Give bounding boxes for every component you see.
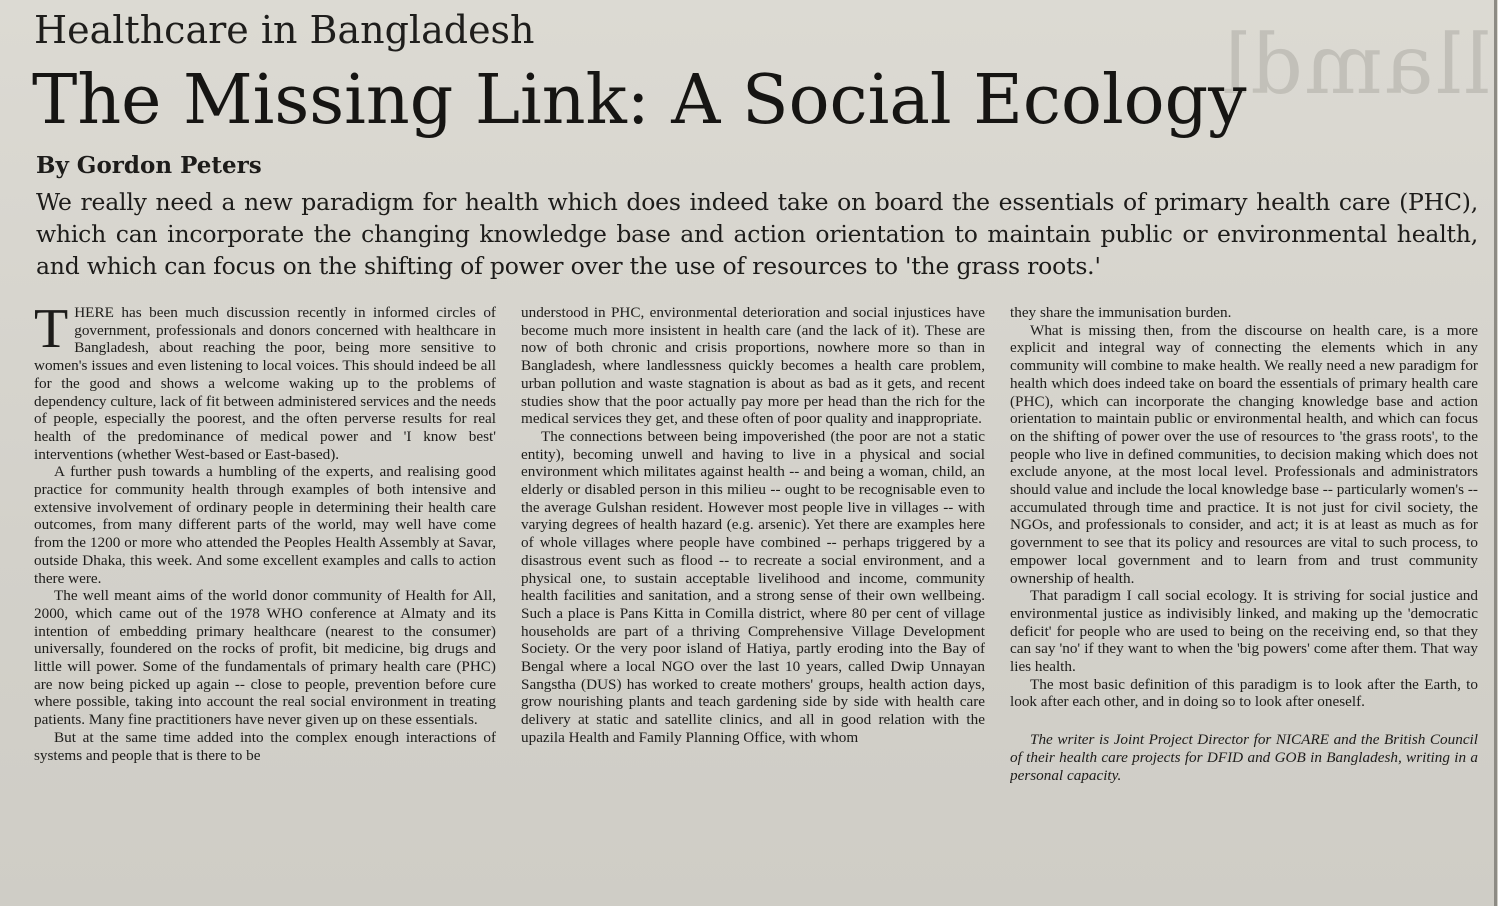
paragraph: The well meant aims of the world donor community of Health for All, 2000, which came out of the 1978 WHO conference at Almaty and its intention of embedding primary healthcare (nearest to the consumer) universally, foundered on the rocks of profit, bit medicine, big drugs and little will power. Some of the fundamentals of primary health care (PHC) are now being picked up again -- close to people, prevention before cure where possible, taking into account the real social environment in treating patients. Many fine practitioners have never given up on these essentials.	[34, 587, 496, 729]
paragraph: What is missing then, from the discourse on health care, is a more explicit and integral way of connecting the elements which in any community will combine to make health. We really need a new paradigm for health which does indeed take on board the essentials of primary health care (PHC), which can incorporate the changing knowledge base and action orientation to maintain public or environmental health, and which can focus on the shifting of power over the use of resources to 'the grass roots', to the people who live in defined communities, to decision making which does not exclude anyone, at the most local level. Professionals and administrators should value and include the local knowledge base -- particularly women's -- accumulated through time and practice. It is not just for civil society, the NGOs, and professionals to consider, and act; it is at least as much as for government to see that its policy and resources are vital to such process, to empower local government and to learn from and trust community ownership of health.	[1010, 321, 1478, 587]
paragraph: The most basic definition of this paradigm is to look after the Earth, to look after each other, and in doing so to look after oneself.	[1010, 675, 1478, 711]
deck-summary: We really need a new paradigm for health which does indeed take on board the essentials of primary health care (PHC), which can incorporate the changing knowledge base and action orientation to maintain public or environmental health, and which can focus on the shifting of power over the use of resources to 'the grass roots.'	[36, 188, 1478, 280]
paragraph: The connections between being impoverished (the poor are not a static entity), becoming unwell and having to live in a physical and social environment which militates against health -- and being a woman, child, an elderly or disabled person in this milieu -- ought to be recognisable even to the average Gulshan resident. However most people live in villages -- with varying degrees of health hazard (e.g. arsenic). Yet there are examples here of whole villages where people have combined -- perhaps triggered by a disastrous event such as flood -- to recreate a social environment, and a physical one, to sustain acceptable livelihood and income, community health facilities and sanitation, and a strong sense of their own wellbeing. Such a place is Pans Kitta in Comilla district, where 80 per cent of village households are part of a thriving Comprehensive Village Development Society. Or the very poor island of Hatiya, partly eroding into the Bay of Bengal where a local NGO over the last 10 years, called Dwip Unnayan Sangstha (DUS) has worked to create mothers' groups, health action days, grow nourishing plants and teach gardening side by side with health care delivery at static and satellite clinics, and all in good relation with the upazila Health and Family Planning Office, with whom	[521, 427, 985, 746]
show-through-text: llamdl	[1220, 18, 1490, 108]
column-2	[521, 304, 985, 900]
section-kicker: Healthcare in Bangladesh	[34, 8, 535, 52]
paragraph: A further push towards a humbling of the experts, and realising good practice for community health through examples of both intensive and extensive involvement of ordinary people in determining their health care outcomes, from many different parts of the world, may well have come from the 1200 or more who attended the Peoples Health Assembly at Savar, outside Dhaka, this week. And some excellent examples and calls to action there were.	[34, 463, 496, 587]
byline: By Gordon Peters	[36, 152, 262, 179]
headline: The Missing Link: A Social Ecology	[32, 61, 1247, 140]
paragraph-text: HERE has been much discussion recently in informed circles of government, professionals and donors concerned with healthcare in Bangladesh, about reaching the poor, being more sensitive to women's issues and even listening to local voices. This should indeed be all for the good and shows a welcome waking up to the problems of dependency culture, lack of fit between administered services and the needs of people, especially the poorest, and the often perverse results for real health of the predominance of medical power and 'I know best' interventions (whether West-based or East-based).	[34, 304, 496, 463]
author-credit: The writer is Joint Project Director for NICARE and the British Council of their health care projects for DFID and GOB in Bangladesh, writing in a personal capacity.	[1010, 731, 1478, 784]
paragraph: they share the immunisation burden.	[1010, 304, 1232, 321]
paragraph: understood in PHC, environmental deterioration and social injustices have become much more insistent in health care (and the lack of it). These are now of both chronic and crisis proportions, nowhere more so than in Bangladesh, where landlessness quickly becomes a health care problem, urban pollution and waste stagnation is about as bad as it gets, and recent studies show that the poor actually pay more per head than the rich for the medical services they get, and these often of poor quality and inappropriate.	[521, 304, 985, 428]
column-3	[1010, 304, 1478, 900]
page-edge-rule	[1494, 0, 1497, 906]
paragraph	[34, 304, 496, 463]
column-1	[34, 304, 496, 900]
paragraph: But at the same time added into the complex enough interactions of systems and people that is there to be	[34, 728, 496, 764]
drop-cap: T	[34, 304, 69, 360]
paragraph: That paradigm I call social ecology. It is striving for social justice and environmental justice as indivisibly linked, and making up the 'democratic deficit' for people who are used to being on the receiving end, so that they can say 'no' if they want to when the 'big powers' come after them. That way lies health.	[1010, 587, 1478, 676]
